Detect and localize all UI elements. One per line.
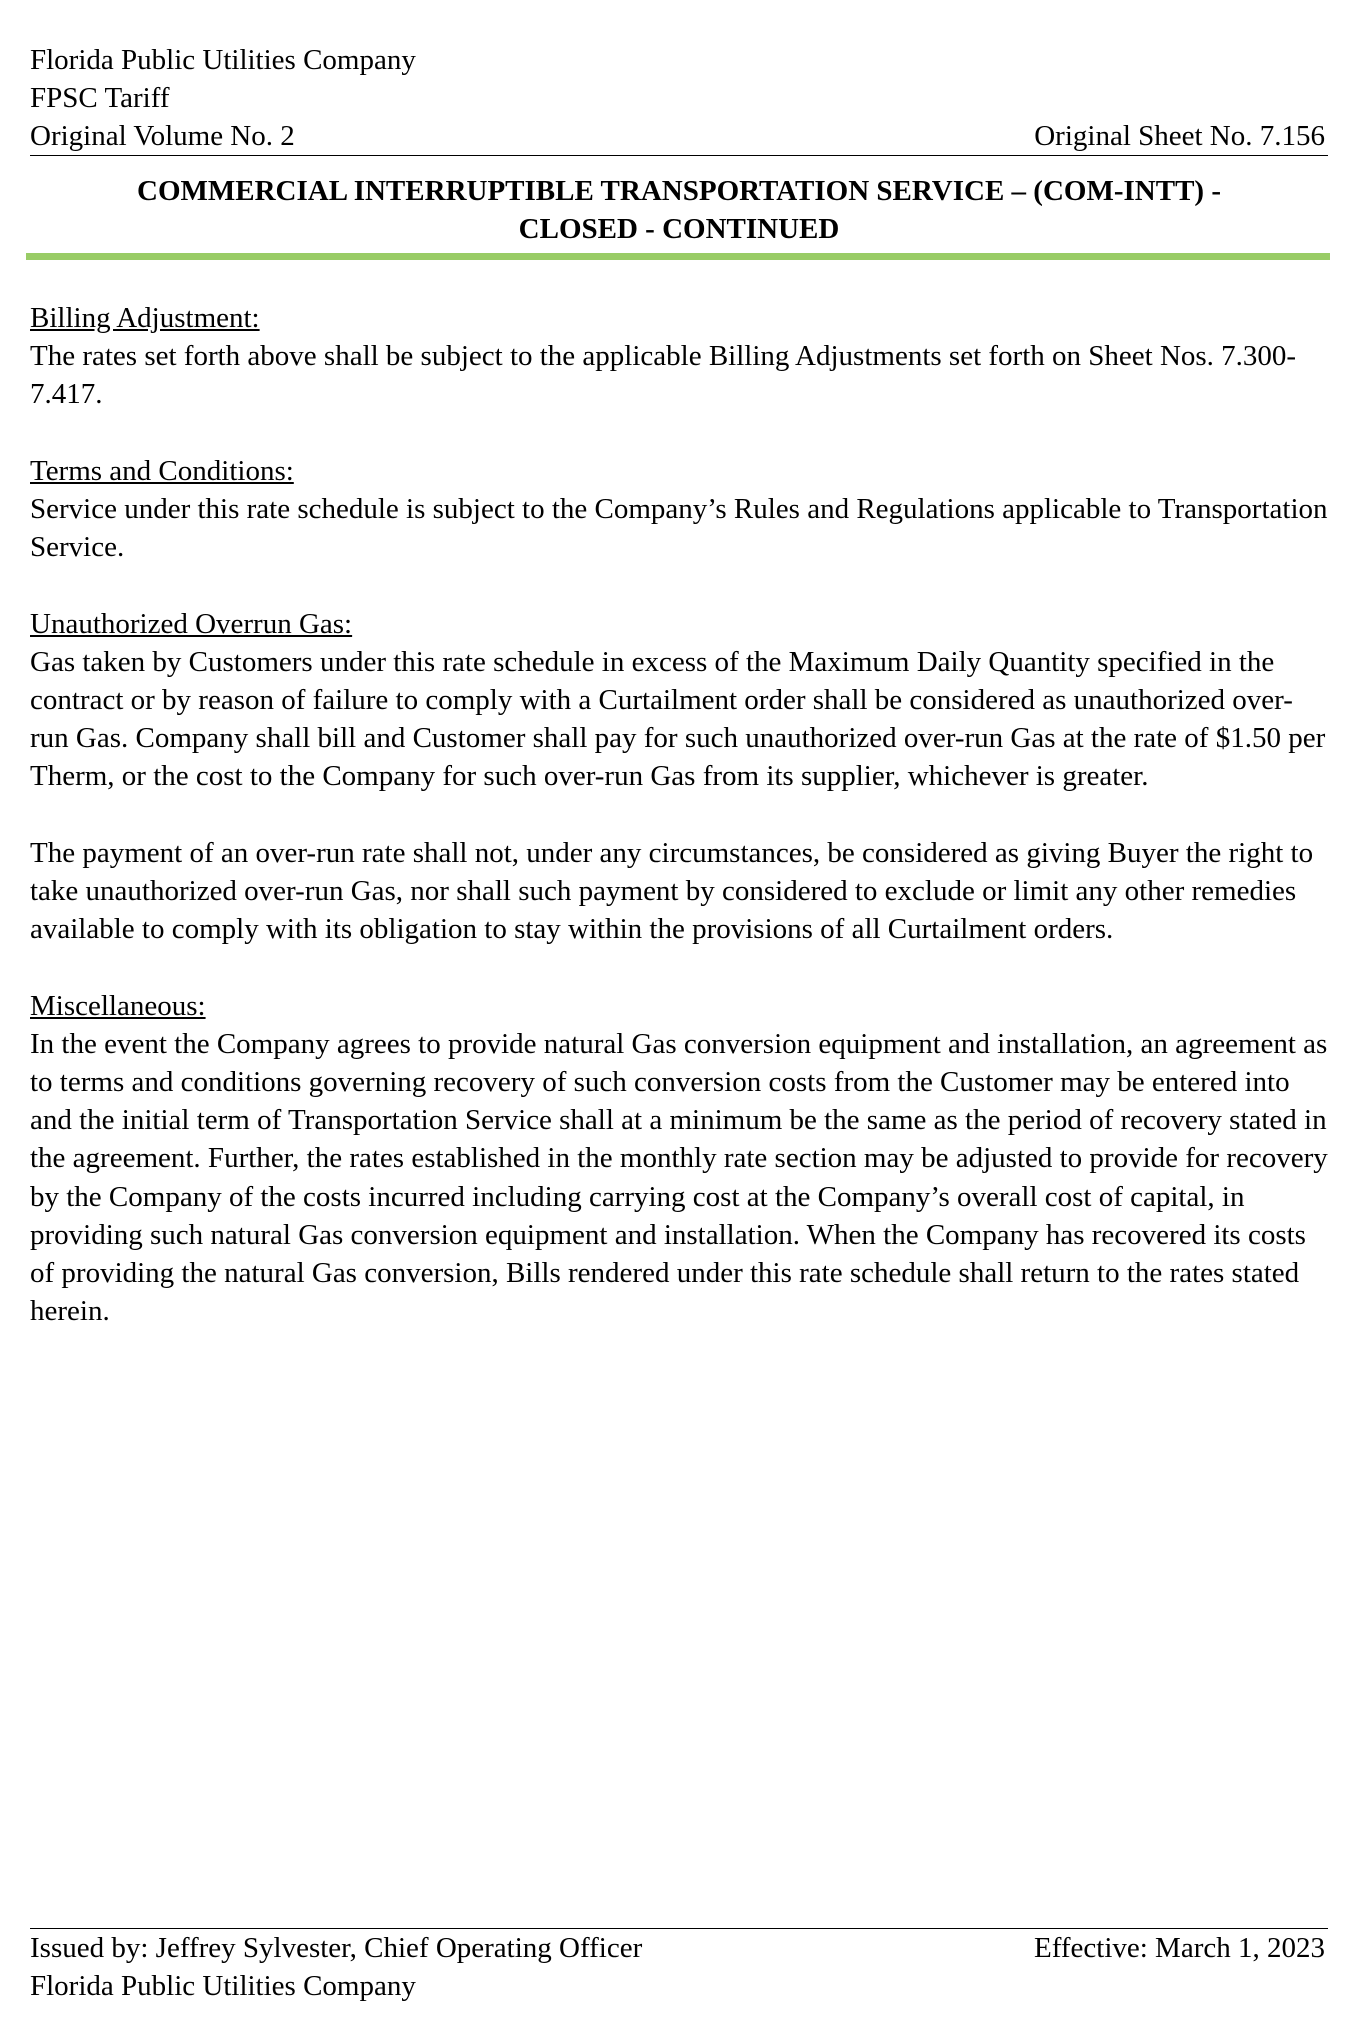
page-footer (30, 1928, 1328, 2005)
section-paragraph: Gas taken by Customers under this rate schedule in excess of the Maximum Daily Quantity specified in the contract or by reason of failure to comply with a Curtailment order shall be considered as unauthorized over-run Gas. Company shall bill and Customer shall pay for such unauthorized over-run Gas at the rate of $1.50 per Therm, or the cost to the Company for such over-run Gas from its supplier, whichever is greater. (30, 645, 1326, 793)
header-volume-row (30, 117, 1328, 156)
footer-issued-by: Issued by: Jeffrey Sylvester, Chief Operating Officer (30, 1932, 643, 1964)
section-heading: Miscellaneous: (30, 989, 206, 1022)
section-heading: Billing Adjustment: (30, 302, 260, 334)
section-billing-adjustment (30, 299, 1328, 414)
footer-row-issued (30, 1929, 1328, 1967)
footer-effective-date: Effective: March 1, 2023 (1034, 1932, 1325, 1964)
header-sheet-number: Original Sheet No. 7.156 (1034, 120, 1325, 152)
section-paragraph: The payment of an over-run rate shall not, under any circumstances, be considered as giving Buyer the right to take unauthorized over-run Gas, nor shall such payment by considered to exclude or limit any other remedies available to comply with its obligation to stay within the provisions of all Curtailment orders. (30, 836, 1314, 946)
page-title-line-2: CLOSED - CONTINUED (518, 213, 840, 245)
section-paragraph: In the event the Company agrees to provide natural Gas conversion equipment and installation, an agreement as to terms and conditions governing recovery of such conversion costs from the Customer may be entered into and the initial term of Transportation Service shall at a minimum be the same as the period of recovery stated in the agreement. Further, the rates established in the monthly rate section may be adjusted to provide for recovery by the Company of the costs incurred including carrying cost at the Company’s overall cost of capital, in providing such natural Gas conversion equipment and installation. When the Company has recovered its costs of providing the natural Gas conversion, Bills rendered under this rate schedule shall return to the rates stated herein. (30, 1027, 1328, 1328)
footer-row-company (30, 1967, 1328, 2005)
section-paragraph: Service under this rate schedule is subject to the Company’s Rules and Regulations applicable to Transportation Service. (30, 493, 1328, 564)
tariff-page (30, 0, 1328, 2026)
header-company: Florida Public Utilities Company (30, 44, 416, 76)
document-body (30, 299, 1328, 1369)
section-unauthorized-overrun-gas (30, 605, 1328, 949)
title-divider (26, 253, 1330, 260)
header-volume: Original Volume No. 2 (30, 120, 295, 152)
section-heading: Terms and Conditions: (30, 454, 294, 487)
section-paragraph: The rates set forth above shall be subject to the applicable Billing Adjustments set forth on Sheet Nos. 7.300-7.417. (30, 340, 1297, 411)
section-heading: Unauthorized Overrun Gas: (30, 607, 353, 640)
page-title-line-1: COMMERCIAL INTERRUPTIBLE TRANSPORTATION SERVICE – (COM-INTT) - (137, 175, 1221, 207)
page-title (30, 172, 1328, 248)
footer-company: Florida Public Utilities Company (30, 1970, 416, 2002)
section-terms-and-conditions (30, 452, 1328, 567)
section-miscellaneous (30, 987, 1328, 1331)
header-tariff: FPSC Tariff (30, 82, 170, 114)
